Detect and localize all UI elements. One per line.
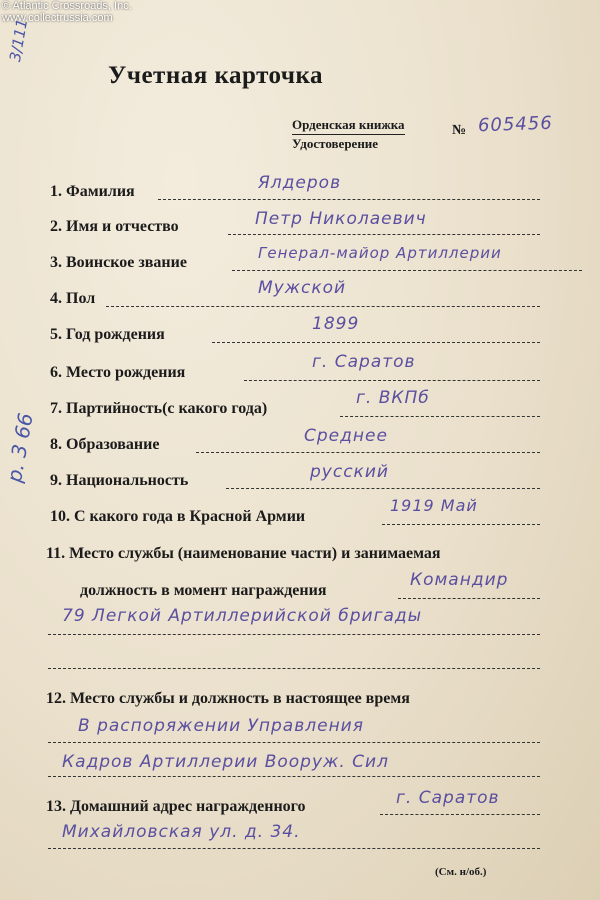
field-rank-value: Генерал-майор Артиллерии — [258, 244, 502, 262]
field-home-address-line-1 — [380, 814, 540, 815]
corner-mark-side: р. 3 66 — [2, 411, 38, 485]
field-birthplace-label: 6. Место рождения — [50, 364, 186, 381]
field-nationality-label: 9. Национальность — [50, 472, 189, 489]
field-service-label-1: 11. Место службы (наименование части) и занимаемая — [46, 545, 441, 562]
field-surname-value: Ялдеров — [258, 173, 342, 193]
field-sex-label: 4. Пол — [50, 290, 96, 307]
field-education-line — [196, 452, 540, 453]
field-service-value-1: Командир — [410, 570, 509, 590]
field-service-value-2: 79 Легкой Артиллерийской бригады — [62, 606, 423, 626]
field-nationality-line — [226, 488, 540, 489]
field-sex-line — [106, 306, 540, 307]
field-birth-year-line — [212, 342, 540, 343]
field-service-line-2 — [48, 634, 540, 635]
field-service-label-2: должность в момент награждения — [80, 582, 327, 599]
order-book-number: 605456 — [477, 112, 554, 137]
footnote: (См. н/об.) — [435, 866, 487, 878]
field-current-service-line-1 — [48, 742, 540, 743]
field-birth-year-label: 5. Год рождения — [50, 326, 165, 343]
field-party-label: 7. Партийность(с какого года) — [50, 400, 268, 417]
field-army-since-label: 10. С какого года в Красной Армии — [50, 508, 306, 525]
field-sex-value: Мужской — [258, 278, 347, 298]
field-birth-year-value: 1899 — [312, 314, 360, 334]
field-party-value: г. ВКПб — [356, 388, 430, 408]
field-home-address-value-2: Михайловская ул. д. 34. — [62, 822, 301, 842]
field-army-since-line — [382, 524, 540, 525]
field-current-service-value-2: Кадров Артиллерии Вооруж. Сил — [62, 752, 389, 772]
field-home-address-value-1: г. Саратов — [396, 788, 500, 808]
field-service-line-1 — [398, 598, 540, 599]
field-army-since-value: 1919 Май — [390, 496, 478, 515]
field-home-address-line-2 — [48, 848, 540, 849]
field-name-value: Петр Николаевич — [255, 209, 427, 229]
field-education-value: Среднее — [304, 426, 388, 446]
field-current-service-value-1: В распоряжении Управления — [78, 716, 364, 736]
field-nationality-value: русский — [310, 462, 389, 482]
field-name-line — [228, 234, 540, 235]
field-current-service-line-2 — [48, 776, 540, 777]
field-surname-label: 1. Фамилия — [50, 183, 135, 200]
field-rank-line — [232, 270, 582, 271]
field-current-service-label: 12. Место службы и должность в настоящее время — [46, 690, 410, 707]
watermark-line-1: © Atlantic Crossroads, Inc. — [2, 0, 132, 12]
field-surname-line — [158, 199, 540, 200]
corner-mark-top: 3/111 — [6, 17, 32, 64]
field-education-label: 8. Образование — [50, 436, 160, 453]
field-service-line-3 — [48, 668, 540, 669]
certificate-label: Удостоверение — [292, 136, 379, 151]
field-name-label: 2. Имя и отчество — [50, 218, 179, 235]
number-sign: № — [452, 123, 467, 138]
field-home-address-label: 13. Домашний адрес награжденного — [46, 798, 306, 815]
card-title: Учетная карточка — [108, 62, 324, 89]
watermark-line-2: www.collectrussia.com — [2, 12, 113, 24]
order-book-label: Орденская книжка — [292, 117, 405, 135]
field-birthplace-value: г. Саратов — [312, 352, 416, 372]
field-party-line — [340, 416, 540, 417]
field-birthplace-line — [244, 380, 540, 381]
field-rank-label: 3. Воинское звание — [50, 254, 187, 271]
